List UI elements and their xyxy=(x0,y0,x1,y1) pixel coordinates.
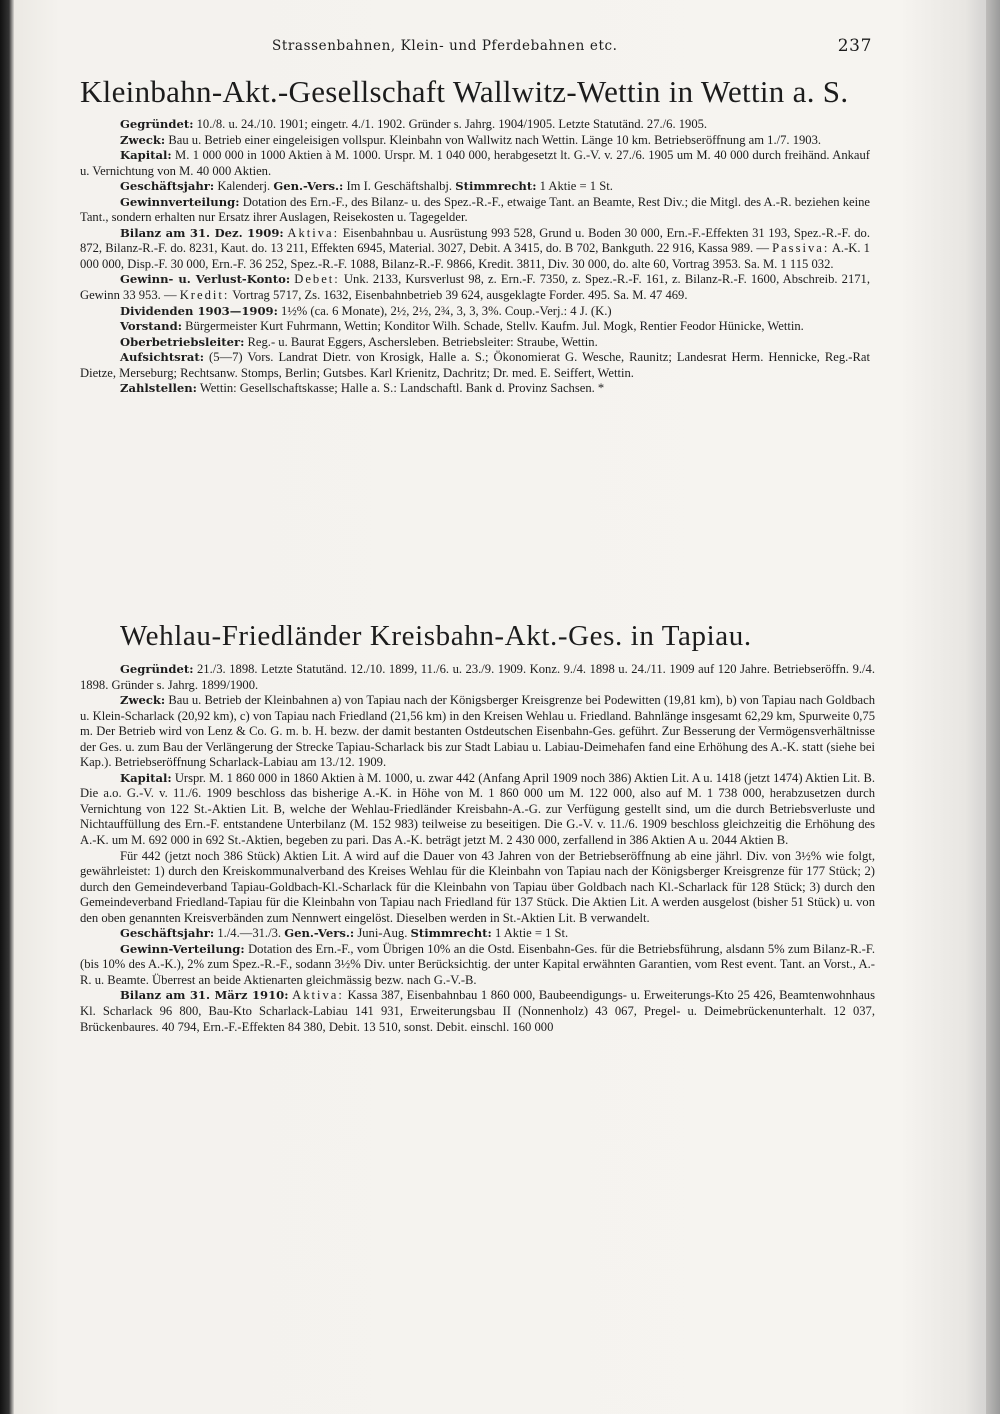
entry-purpose: Zweck: Bau u. Betrieb der Kleinbahnen a) von Tapiau nach der Königsberger Kreisgrenze bei Podewitten (19,81 km), b) von Tapiau nach Goldbach u. Klein-Scharlack (20,92 km), c) von Tapiau nach Friedland (21,56 km) in den Kreisen Wehlau u. Friedland. Bahnlänge insgesamt 62,29 km, Spurweite 0,75 m. Der Betrieb wird von Lenz & Co. G. m. b. H. bezw. der damit bestanten Ostdeutschen Eisenbahn-Ges. geführt. Zur Besserung der Vermögensverhältnisse der Ges. u. zum Bau der Verlängerung der Strecke Tapiau-Scharlack bis zur Stadt Labiau u. Labiau-Deimehafen fand eine Erhöhung des A.-K. statt (siehe bei Kap.). Betriebseröffnung Scharlack-Labiau am 13./12. 1909. xyxy=(80,693,875,770)
running-head xyxy=(80,36,872,56)
entry-board: Vorstand: Bürgermeister Kurt Fuhrmann, Wettin; Konditor Wilh. Schade, Stellv. Kaufm. Jul. Mogk, Rentier Feodor Hünicke, Wettin. xyxy=(120,319,804,334)
entry-balance-sheet: Bilanz am 31. März 1910: Aktiva: Kassa 387, Eisenbahnbau 1 860 000, Baubeendigungs- u. Erweiterungs-Kto 25 426, Beamtenwohnhaus Kl. Scharlack 96 800, Bau-Kto Scharlack-Labiau 141 931, Erweiterungsbau II (Nonnenholz) 43 067, Pregel- u. Deimebrückenunterhalt. 12 037, Brückenbaures. 40 794, Ern.-F.-Effekten 84 380, Debit. 13 510, sonst. Debit. einschl. 160 000 xyxy=(80,988,875,1034)
entry-supervisory-board: Aufsichtsrat: (5—7) Vors. Landrat Dietr. von Krosigk, Halle a. S.; Ökonomierat G. Wesche, Raunitz; Landesrat Herm. Hennicke, Reg.-Rat Dietze, Merseburg; Rechtsanw. Stomps, Berlin; Gutsbes. Karl Krienitz, Dachritz; Dr. med. E. Seiffert, Wettin. xyxy=(80,350,870,380)
section-2-body xyxy=(80,662,875,1035)
entry-fiscal-year: Geschäftsjahr: Kalenderj. Gen.-Vers.: Im I. Geschäftshalbj. Stimmrecht: 1 Aktie = 1 St. xyxy=(120,179,613,194)
section-2-heading: Wehlau-Friedländer Kreisbahn-Akt.-Ges. in Tapiau. xyxy=(120,620,752,652)
entry-purpose: Zweck: Bau u. Betrieb einer eingeleisigen vollspur. Kleinbahn von Wallwitz nach Wettin. Länge 10 km. Betriebseröffnung am 1./7. 1903. xyxy=(120,132,822,147)
entry-founded: Gegründet: 10./8. u. 24./10. 1901; eingetr. 4./1. 1902. Gründer s. Jahrg. 1904/1905. Letzte Statutänd. 27./6. 1905. xyxy=(120,117,708,131)
entry-founded: Gegründet: 21./3. 1898. Letzte Statutänd. 12./10. 1899, 11./6. u. 23./9. 1909. Konz. 9./4. 1898 u. 24./11. 1909 auf 120 Jahre. Betriebseröffn. 9./4. 1898. Gründer s. Jahrg. 1899/1900. xyxy=(80,662,875,692)
entry-chief-operator: Oberbetriebsleiter: Reg.- u. Baurat Eggers, Aschersleben. Betriebsleiter: Straube, Wettin. xyxy=(120,334,598,349)
entry-fiscal-year: Geschäftsjahr: 1./4.—31./3. Gen.-Vers.: Juni-Aug. Stimmrecht: 1 Aktie = 1 St. xyxy=(120,926,569,941)
entry-profit-loss: Gewinn- u. Verlust-Konto: Debet: Unk. 2133, Kursverlust 98, z. Ern.-F. 7350, z. Spez.-R.-F. 161, z. Bilanz-R.-F. 1600, Abschreib. 2171, Gewinn 33 953. — Kredit: Vortrag 5717, Zs. 1632, Eisenbahnbetrieb 39 624, ausgeklagte Forder. 495. Sa. M. 47 469. xyxy=(80,272,871,303)
section-1-body xyxy=(80,117,870,397)
book-gutter xyxy=(0,0,14,1414)
entry-dividends: Dividenden 1903—1909: 1½% (ca. 6 Monate), 2½, 2½, 2¾, 3, 3, 3%. Coup.-Verj.: 4 J. (K.) xyxy=(120,303,612,318)
entry-capital: Kapital: Urspr. M. 1 860 000 in 1860 Aktien à M. 1000, u. zwar 442 (Anfang April 1909 noch 386) Aktien Lit. A u. 1418 (jetzt 1474) Aktien Lit. B. Die a.o. G.-V. v. 11./6. 1909 beschloss das bisherige A.-K. in Höhe von M. 1 860 000 um M. 122 000, also auf M. 1 738 000, herabzusetzen durch Vernichtung von 122 St.-Aktien Lit. B, welche der Wehlau-Friedländer Kreisbahn-A.-G. zur Verfügung gestellt sind, um die durch Betriebsverluste und Nichtauffüllung des Ern.-F. entstandene Unterbilanz (M. 152 983) teilweise zu beseitigen. Die G.-V. v. 11./6. 1909 beschloss gleichzeitig die Erhöhung des A.-K. um M. 692 000 in 692 St.-Aktien, begeben zu pari. Das A.-K. beträgt jetzt M. 2 430 000, zerfallend in 386 Aktien A u. 2044 Aktien B. xyxy=(80,770,875,848)
entry-capital: Kapital: M. 1 000 000 in 1000 Aktien à M. 1000. Urspr. M. 1 040 000, herabgesetzt lt. G.-V. v. 27./6. 1905 um M. 40 000 durch freihänd. Ankauf u. Vernichtung von M. 40 000 Aktien. xyxy=(80,148,870,178)
running-head-title: Strassenbahnen, Klein- und Pferdebahnen etc. xyxy=(272,38,618,54)
page-edge xyxy=(986,0,1000,1414)
entry-profit-distribution: Gewinn-Verteilung: Dotation des Ern.-F., vom Übrigen 10% an die Ostd. Eisenbahn-Ges. für die Betriebsführung, alsdann 5% zum Bilanz-R.-F. (bis 10% des A.-K.), 2% zum Spez.-R.-F., sodann 3½% Div. unter Berücksichtig. der unter Kapital erwähnten Garantien, vom Rest event. Tant. an Vorst., A.-R. u. Beamte. Überrest an beide Aktienarten gleichmässig bezw. nach G.-V.-B. xyxy=(80,941,875,987)
section-1-heading: Kleinbahn-Akt.-Gesellschaft Wallwitz-Wettin in Wettin a. S. xyxy=(80,74,849,109)
page-number: 237 xyxy=(837,36,872,56)
entry-profit-distribution: Gewinnverteilung: Dotation des Ern.-F., des Bilanz- u. des Spez.-R.-F., etwaige Tant. an Beamte, Rest Div.; die Mitgl. des A.-R. beziehen keine Tant., sondern erhalten nur Ersatz ihrer Auslagen, Reisekosten u. Tagegelder. xyxy=(80,194,870,225)
entry-balance-sheet: Bilanz am 31. Dez. 1909: Aktiva: Eisenbahnbau u. Ausrüstung 993 528, Grund u. Boden 30 000, Ern.-F.-Effekten 31 193, Spez.-R.-F. do. 872, Bilanz-R.-F. do. 8231, Kaut. do. 13 211, Effekten 6945, Material. 3027, Debit. A 3415, do. B 702, Bankguth. 22 916, Kassa 989. — Passiva: A.-K. 1 000 000, Disp.-F. 30 000, Ern.-F. 36 252, Spez.-R.-F. 1088, Bilanz-R.-F. 9866, Kredit. 3811, Div. 30 000, do. alte 60, Vortrag 3953. Sa. M. 1 115 032. xyxy=(80,225,871,271)
entry-paying-agents: Zahlstellen: Wettin: Gesellschaftskasse; Halle a. S.: Landschaftl. Bank d. Provinz Sachsen. * xyxy=(120,381,605,396)
entry-capital-guarantee: Für 442 (jetzt noch 386 Stück) Aktien Lit. A wird auf die Dauer von 43 Jahren von der Betriebseröffnung ab eine jährl. Div. von 3½% wie folgt, gewährleistet: 1) durch den Kreiskommunalverband des Kreises Wehlau für die Kleinbahn von Tapiau nach der Königsberger Kreisgrenze für 177 Stück; 2) durch den Gemeindeverband Tapiau-Goldbach-Kl.-Scharlack für die Kleinbahn von Tapiau über Goldbach nach Kl.-Scharlack für 128 Stück; 3) durch den Gemeindeverband Friedland-Tapiau für die Kleinbahn von Tapiau nach Friedland für 137 Stück. Die Aktien Lit. A werden ausgelost (bisher 51 Stück) u. von den oben genannten Kreisverbänden zum Nennwert eingelöst. Dieselben werden in St.-Aktien Lit. B verwandelt. xyxy=(80,848,875,925)
